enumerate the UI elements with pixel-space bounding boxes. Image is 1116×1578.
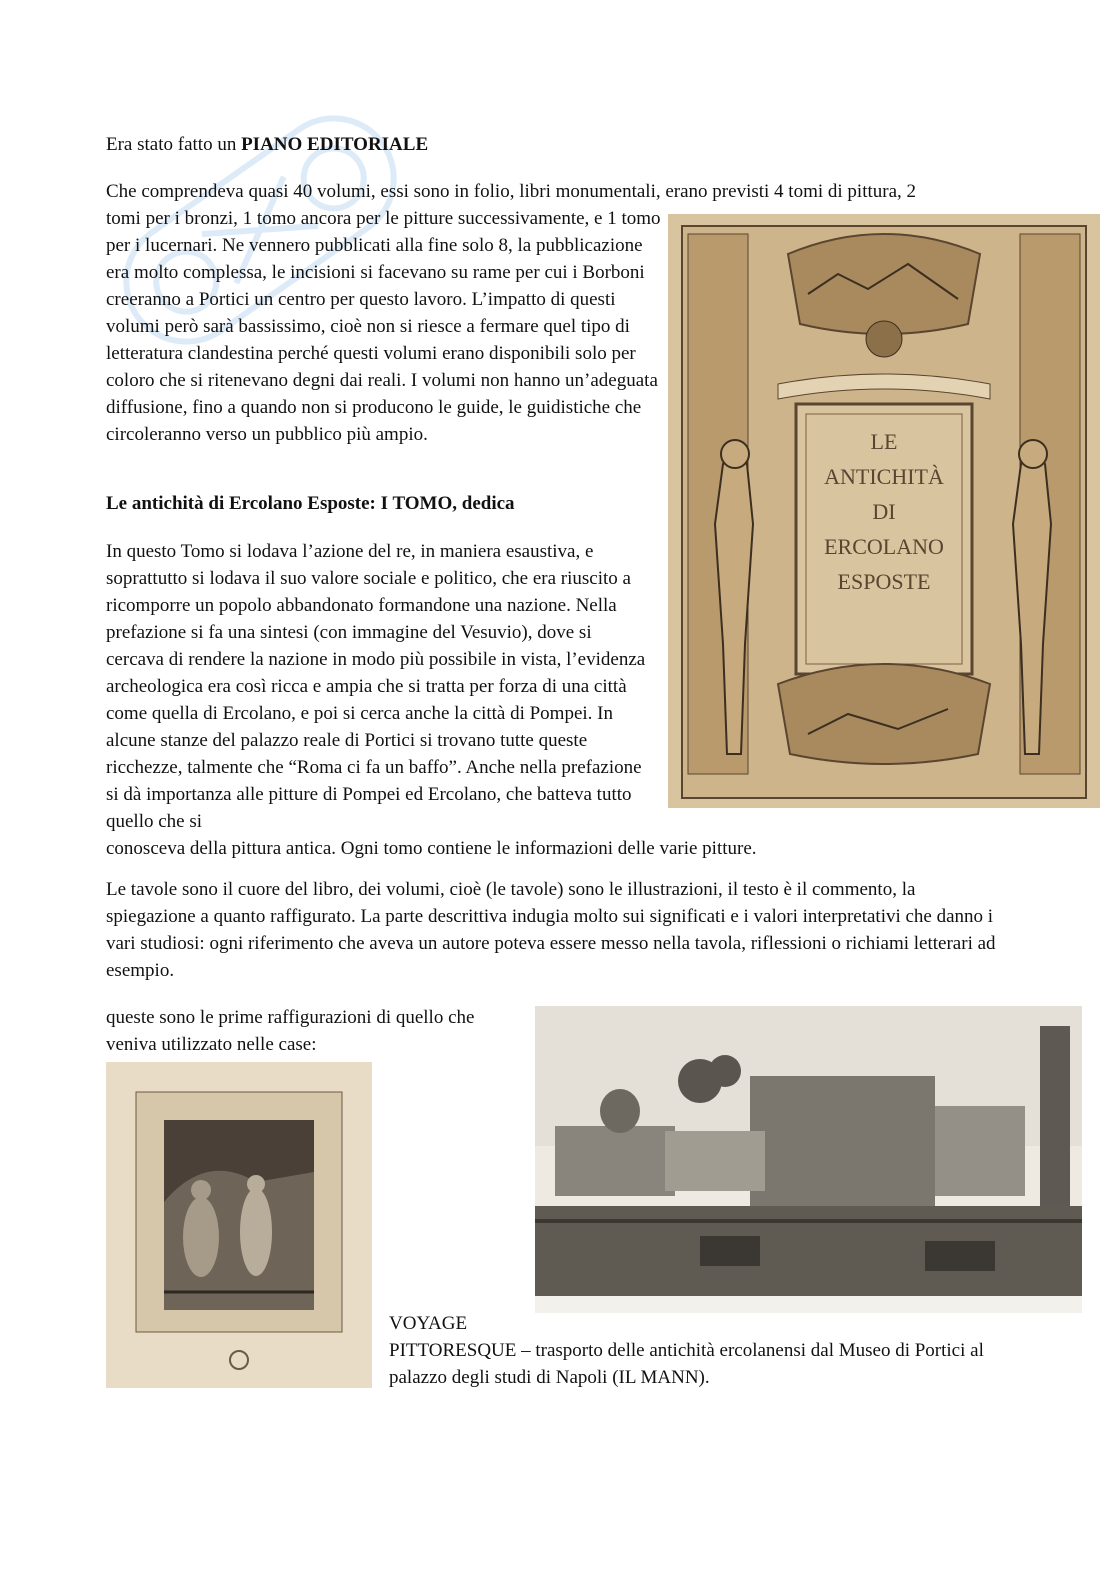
cover-line-4: ERCOLANO — [824, 534, 944, 559]
paragraph-first-line: Che comprendeva quasi 40 volumi, essi sono in folio, libri monumentali, erano previsti 4 tomi di pittura, 2 — [106, 181, 917, 202]
cover-line-2: ANTICHITÀ — [824, 464, 944, 489]
cover-line-1: LE — [870, 429, 898, 454]
paragraph-first-tome — [106, 538, 826, 862]
voyage-pittoresque-engraving — [535, 1006, 1082, 1313]
section-heading: Le antichità di Ercolano Esposte: I TOMO, dedica — [106, 493, 515, 514]
paragraph-rest: tomi per i bronzi, 1 tomo ancora per le pitture successivamente, e 1 tomo per i lucernari. Ne vennero pubblicati alla fine solo 8, la pubblicazione era molto complessa, le incisioni si facevano su rame per cui i Borboni creeranno a Portici un centro per questo lavoro. L’impatto di questi volumi però sarà bassissimo, cioè non si riesce a fermare quel tipo di letteratura clandestina perché questi volumi erano disponibili solo per coloro che si ritenevano degni dai reali. I volumi non hanno un’adeguata diffusione, fino a quando non si producono le guide, le guidistiche che circoleranno verso un pubblico più ampio. — [106, 208, 661, 445]
caption-line-1: VOYAGE — [389, 1313, 468, 1334]
domestic-scene-engraving — [106, 1062, 372, 1388]
cover-line-3: DI — [872, 499, 896, 524]
cover-line-5: ESPOSTE — [837, 569, 931, 594]
paragraph-last-line: conosceva della pittura antica. Ogni tomo contiene le informazioni delle varie pitture. — [106, 838, 757, 859]
caption-line-2: PITTORESQUE – trasporto delle antichità ercolanensi dal Museo di Portici al palazzo degli studi di Napoli (IL MANN). — [389, 1340, 984, 1388]
paragraph-first-depictions: queste sono le prime raffigurazioni di quello che veniva utilizzato nelle case: — [106, 1007, 475, 1055]
voyage-caption — [389, 1310, 989, 1391]
page-title: Era stato fatto un PIANO EDITORIALE — [106, 134, 429, 155]
paragraph-plates: Le tavole sono il cuore del libro, dei volumi, cioè (le tavole) sono le illustrazioni, il testo è il commento, la spiegazione a quanto raffigurato. La parte descrittiva indugia molto sui significati e i valori interpretativi che danno i vari studiosi: ogni riferimento che aveva un autore poteva essere messo nella tavola, riflessioni o richiami letterari ad esempio. — [106, 879, 996, 981]
paragraph-narrow: In questo Tomo si lodava l’azione del re, in maniera esaustiva, e soprattutto si lodava il suo valore sociale e politico, che era riuscito a ricomporre un popolo abbandonato formandone una nazione. Nella prefazione si fa una sintesi (con immagine del Vesuvio), dove si cercava di rendere la nazione in modo più possibile in vista, l’evidenza archeologica era così ricca e ampia che si tratta per forza di una città come quella di Ercolano, e poi si cerca anche la città di Pompei. In alcune stanze del palazzo reale di Portici si trovano tutte queste ricchezze, talmente che “Roma ci fa un baffo”. Anche nella prefazione si dà importanza alle pitture di Pompei ed Ercolano, che batteva tutto quello che si — [106, 541, 646, 832]
